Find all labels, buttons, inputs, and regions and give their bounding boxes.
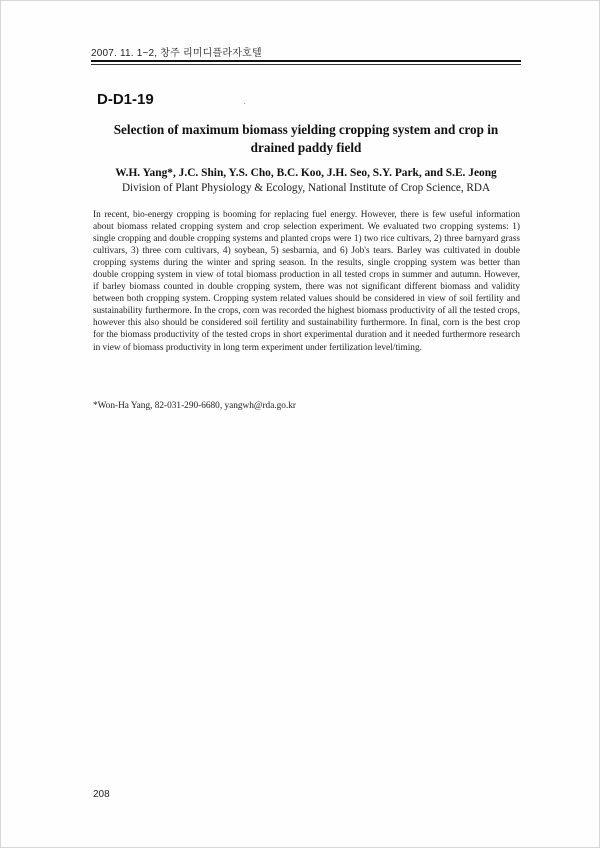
scan-speck xyxy=(244,103,245,104)
paper-title-line-2: drained paddy field xyxy=(250,140,362,155)
paper-title-line-1: Selection of maximum biomass yielding cropping system and crop in xyxy=(113,122,499,137)
abstract-text: In recent, bio-energy cropping is booming for replacing fuel energy. However, there is few useful information about biomass related cropping system and crop selection experiment. We evaluated two cropping systems: 1) single cropping and double cropping systems and planted crops were 1) two rice cultivars, 2) three barnyard grass cultivars, 3) three corn cultivars, 4) soybean, 5) sesbarnia, and 6) Job's tears. Barley was cultivated in double cropping systems during the winter and spring season. In the results, single cropping system was better than double cropping system in view of total biomass production in all tested crops in summer and autumn. However, if barley biomass counted in double cropping system, there was not significant different biomass and validity between both cropping system. Cropping system related values should be considered in view of soil fertility and sustainability furthermore. In the crops, corn was recorded the highest biomass productivity of all the tested crops, however this also should be considered soil fertility and sustainability furthermore. In final, corn is the best crop for the biomass productivity of the tested crops in short experimental duration and it needed furthermore research in view of biomass productivity in long term experiment under fertilization level/timing. xyxy=(93,210,520,353)
author-list: W.H. Yang*, J.C. Shin, Y.S. Cho, B.C. Koo, J.H. Seo, S.Y. Park, and S.E. Jeong xyxy=(115,167,497,179)
header-rule-thin xyxy=(91,64,521,65)
paper-title xyxy=(92,121,520,157)
running-head: 2007. 11. 1~2, 창주 리미디플라자호텔 xyxy=(91,48,262,59)
paper-code: D-D1-19 xyxy=(97,91,154,108)
header-rule-thick xyxy=(91,60,521,62)
page-number: 208 xyxy=(93,789,110,800)
corresponding-author: *Won-Ha Yang, 82-031-290-6680, yangwh@rda.go.kr xyxy=(93,401,297,411)
affiliation: Division of Plant Physiology & Ecology, National Institute of Crop Science, RDA xyxy=(121,182,491,194)
